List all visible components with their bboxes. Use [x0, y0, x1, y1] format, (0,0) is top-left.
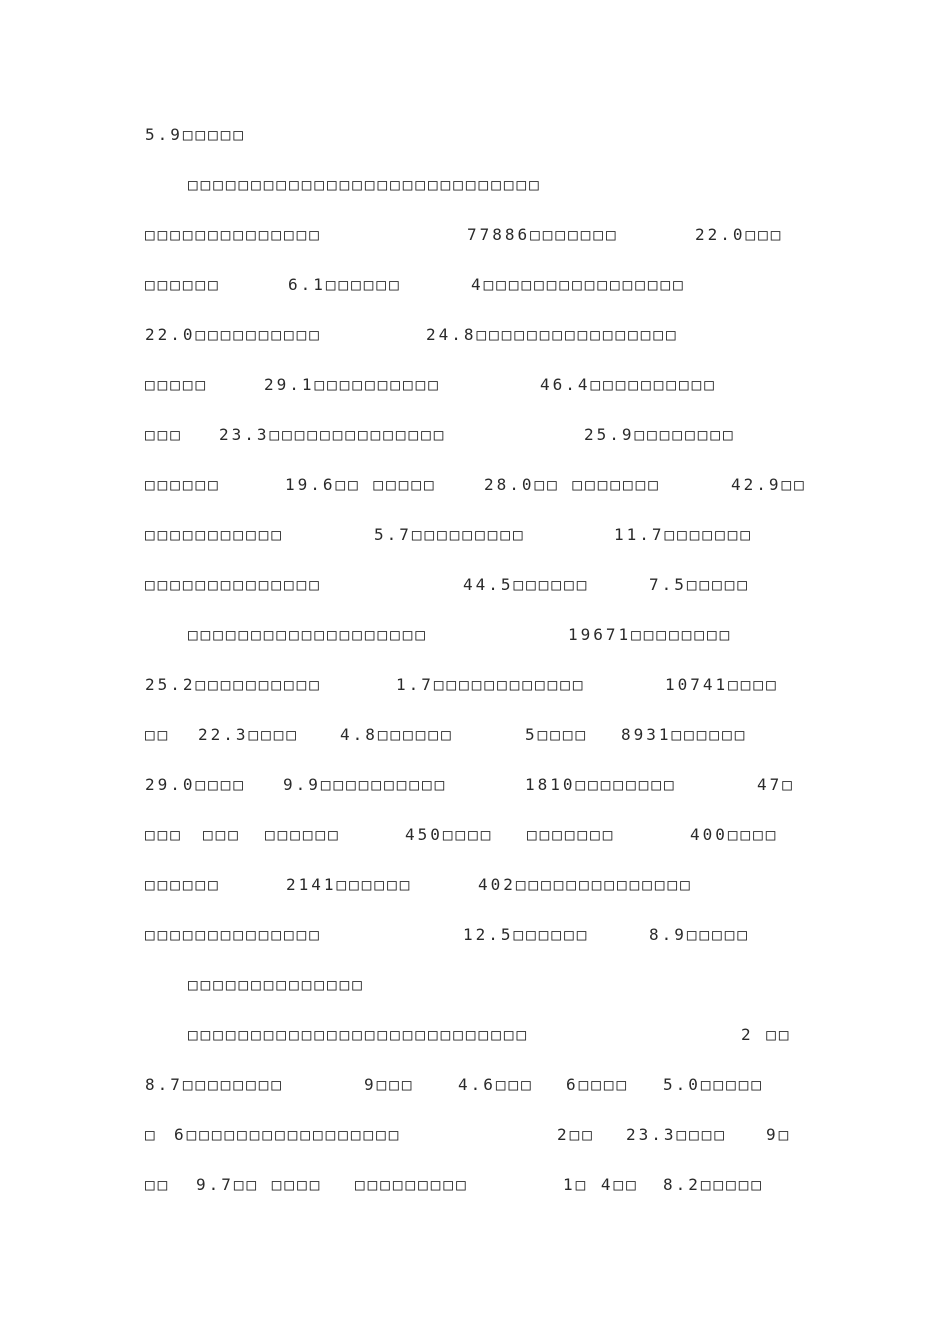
text-segment: □□: [145, 1175, 171, 1194]
text-segment: 402□□□□□□□□□□□□□□: [478, 875, 693, 894]
text-segment: 28.0□□ □□□□□□□: [484, 475, 661, 494]
text-segment: 23.3□□□□: [626, 1125, 728, 1144]
text-line: [0, 1023, 950, 1047]
text-line: [0, 423, 950, 447]
text-segment: □□□□□□□□□□□□□□□□□□□□□□□□□□□: [188, 1025, 530, 1044]
text-segment: 1.7□□□□□□□□□□□□: [396, 675, 586, 694]
text-segment: □□□□□□□□□□□□□□: [145, 575, 322, 594]
text-segment: 29.0□□□□: [145, 775, 247, 794]
text-line: [0, 823, 950, 847]
text-segment: □□□□□: [145, 375, 209, 394]
text-segment: 2 □□: [741, 1025, 792, 1044]
text-segment: 5.7□□□□□□□□□: [374, 525, 526, 544]
text-segment: 19671□□□□□□□□: [568, 625, 733, 644]
text-line: [0, 323, 950, 347]
text-segment: 5□□□□: [525, 725, 589, 744]
text-segment: 11.7□□□□□□□: [614, 525, 753, 544]
text-segment: □□□: [203, 825, 241, 844]
text-segment: □□□□□□□□□□□: [145, 525, 284, 544]
text-segment: □□: [145, 725, 171, 744]
text-segment: 10741□□□□: [665, 675, 779, 694]
text-line: [0, 523, 950, 547]
text-segment: 450□□□□: [405, 825, 494, 844]
text-line: [0, 673, 950, 697]
text-segment: □□□□□□: [265, 825, 341, 844]
text-segment: □□□□□□□□□□□□□□: [145, 925, 322, 944]
text-segment: 6□□□□□□□□□□□□□□□□□: [174, 1125, 402, 1144]
text-segment: □□□: [145, 825, 183, 844]
text-segment: 7.5□□□□□: [649, 575, 751, 594]
text-line: [0, 1073, 950, 1097]
text-segment: 9□□□: [364, 1075, 415, 1094]
text-segment: 9.9□□□□□□□□□□: [283, 775, 448, 794]
text-segment: 22.0□□□□□□□□□□: [145, 325, 322, 344]
text-segment: 25.2□□□□□□□□□□: [145, 675, 322, 694]
text-segment: 23.3□□□□□□□□□□□□□□: [219, 425, 447, 444]
text-segment: □□□□□□: [145, 875, 221, 894]
text-line: [0, 473, 950, 497]
text-segment: 25.9□□□□□□□□: [584, 425, 736, 444]
text-line: [0, 723, 950, 747]
text-segment: 46.4□□□□□□□□□□: [540, 375, 717, 394]
text-line: [0, 873, 950, 897]
text-segment: □□□□□□□□□: [355, 1175, 469, 1194]
text-segment: 22.3□□□□: [198, 725, 300, 744]
text-segment: 2□□: [557, 1125, 595, 1144]
text-segment: □□□□□□: [145, 275, 221, 294]
text-segment: 5.0□□□□□: [663, 1075, 765, 1094]
text-segment: 5.9□□□□□: [145, 125, 247, 144]
text-line: [0, 573, 950, 597]
text-segment: □□□□□□□: [527, 825, 616, 844]
text-segment: 12.5□□□□□□: [463, 925, 590, 944]
text-line: [0, 973, 950, 997]
text-segment: 44.5□□□□□□: [463, 575, 590, 594]
text-segment: 9.7□□ □□□□: [196, 1175, 323, 1194]
text-segment: □: [145, 1125, 158, 1144]
text-segment: □□□□□□□□□□□□□□: [145, 225, 322, 244]
text-line: [0, 923, 950, 947]
text-segment: 24.8□□□□□□□□□□□□□□□□: [426, 325, 679, 344]
text-segment: □□□□□□□□□□□□□□□□□□□□□□□□□□□□: [188, 175, 542, 194]
text-line: [0, 373, 950, 397]
text-segment: 8.2□□□□□: [663, 1175, 765, 1194]
text-segment: 4.8□□□□□□: [340, 725, 454, 744]
text-segment: □□□□□□: [145, 475, 221, 494]
text-line: [0, 1123, 950, 1147]
text-segment: 8.7□□□□□□□□: [145, 1075, 284, 1094]
text-segment: 400□□□□: [690, 825, 779, 844]
text-segment: 19.6□□ □□□□□: [285, 475, 437, 494]
text-line: [0, 273, 950, 297]
text-segment: 47□: [757, 775, 795, 794]
text-line: [0, 223, 950, 247]
text-line: [0, 123, 950, 147]
text-segment: 22.0□□□: [695, 225, 784, 244]
text-segment: 8.9□□□□□: [649, 925, 751, 944]
text-segment: 8931□□□□□□: [621, 725, 748, 744]
text-segment: 1810□□□□□□□□: [525, 775, 677, 794]
text-segment: 1□ 4□□: [563, 1175, 639, 1194]
text-segment: 4□□□□□□□□□□□□□□□□: [471, 275, 686, 294]
text-line: [0, 623, 950, 647]
text-line: [0, 773, 950, 797]
text-segment: 29.1□□□□□□□□□□: [264, 375, 441, 394]
text-segment: 9□: [766, 1125, 792, 1144]
text-segment: 77886□□□□□□□: [467, 225, 619, 244]
text-line: [0, 1173, 950, 1197]
text-line: [0, 173, 950, 197]
text-segment: 6.1□□□□□□: [288, 275, 402, 294]
text-segment: □□□□□□□□□□□□□□□□□□□: [188, 625, 429, 644]
text-segment: □□□: [145, 425, 183, 444]
text-segment: 2141□□□□□□: [286, 875, 413, 894]
text-segment: □□□□□□□□□□□□□□: [188, 975, 365, 994]
text-segment: 6□□□□: [566, 1075, 630, 1094]
text-segment: 42.9□□: [731, 475, 807, 494]
text-segment: 4.6□□□: [458, 1075, 534, 1094]
